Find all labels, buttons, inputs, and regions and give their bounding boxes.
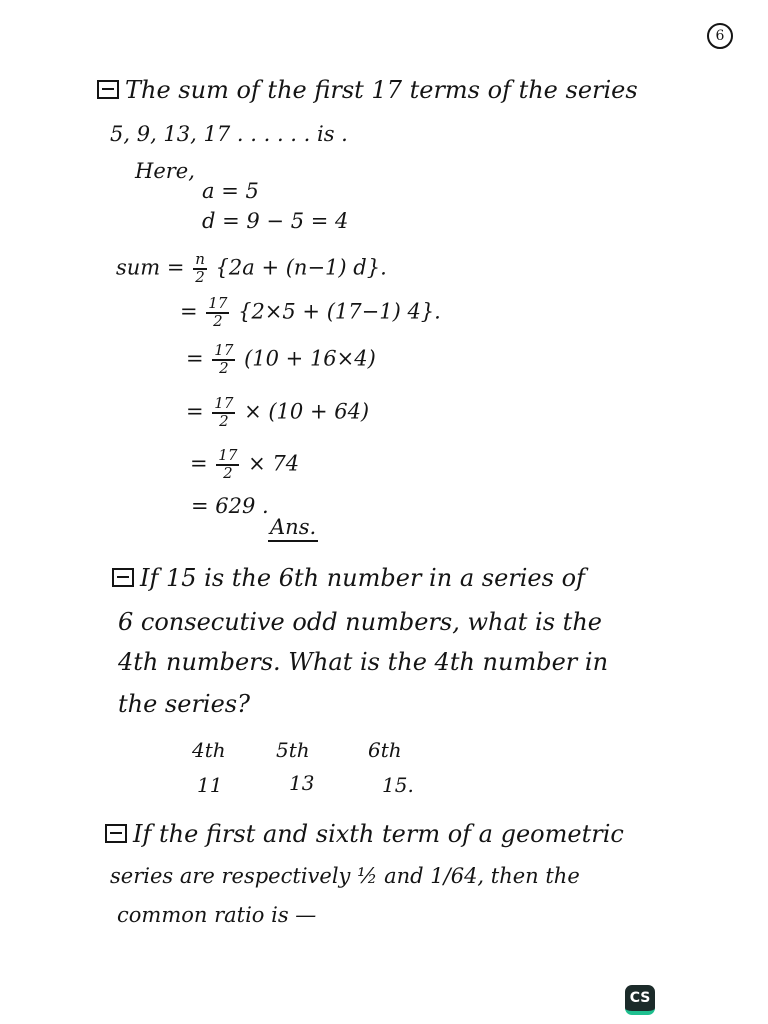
q1-question-line2: 5, 9, 13, 17 . . . . . . is .: [110, 122, 348, 146]
q2-value-4th: 11: [197, 773, 223, 797]
page-number: 6: [707, 23, 733, 49]
q2-value-6th: 15.: [382, 773, 414, 797]
q1-sum-formula: sum = $\frac{n}{2}$ {2a + (n−1) d}.: [116, 250, 387, 286]
q2-header-4th: 4th: [192, 738, 226, 762]
q1-step2: = $\frac{17}{2}$ (10 + 16×4): [186, 341, 376, 377]
question-box-icon: [105, 824, 127, 843]
q2-header-5th: 5th: [276, 738, 310, 762]
q2-line2: 6 consecutive odd numbers, what is the: [118, 608, 602, 636]
q1-step3: = $\frac{17}{2}$ × (10 + 64): [186, 394, 370, 430]
q3-line2: series are respectively ½ and 1/64, then the: [110, 864, 580, 888]
q1-answer-label: Ans.: [270, 515, 317, 539]
sum-fraction: $\frac{n}{2}$: [195, 250, 205, 286]
q1-question-line1: The sum of the first 17 terms of the series: [97, 78, 638, 102]
q1-here-label: Here,: [135, 159, 195, 183]
question-box-icon: [112, 568, 134, 587]
q1-result: = 629 .: [191, 494, 269, 518]
q2-line1: If 15 is the 6th number in a series of: [112, 566, 585, 590]
q1-step1: = $\frac{17}{2}$ {2×5 + (17−1) 4}.: [180, 294, 441, 330]
q2-header-6th: 6th: [368, 738, 402, 762]
q2-line4: the series?: [118, 690, 250, 718]
q3-line3: common ratio is —: [117, 903, 317, 927]
question-box-icon: [97, 80, 119, 99]
q1-d-value: d = 9 − 5 = 4: [202, 209, 349, 233]
q2-value-5th: 13: [289, 771, 315, 795]
answer-underline: [268, 540, 318, 542]
q3-line1: If the first and sixth term of a geometric: [105, 822, 624, 846]
q1-step4: = $\frac{17}{2}$ × 74: [190, 446, 300, 482]
q1-a-value: a = 5: [202, 179, 259, 203]
q2-line3: 4th numbers. What is the 4th number in: [118, 648, 609, 676]
camscanner-logo: CS: [625, 985, 655, 1015]
